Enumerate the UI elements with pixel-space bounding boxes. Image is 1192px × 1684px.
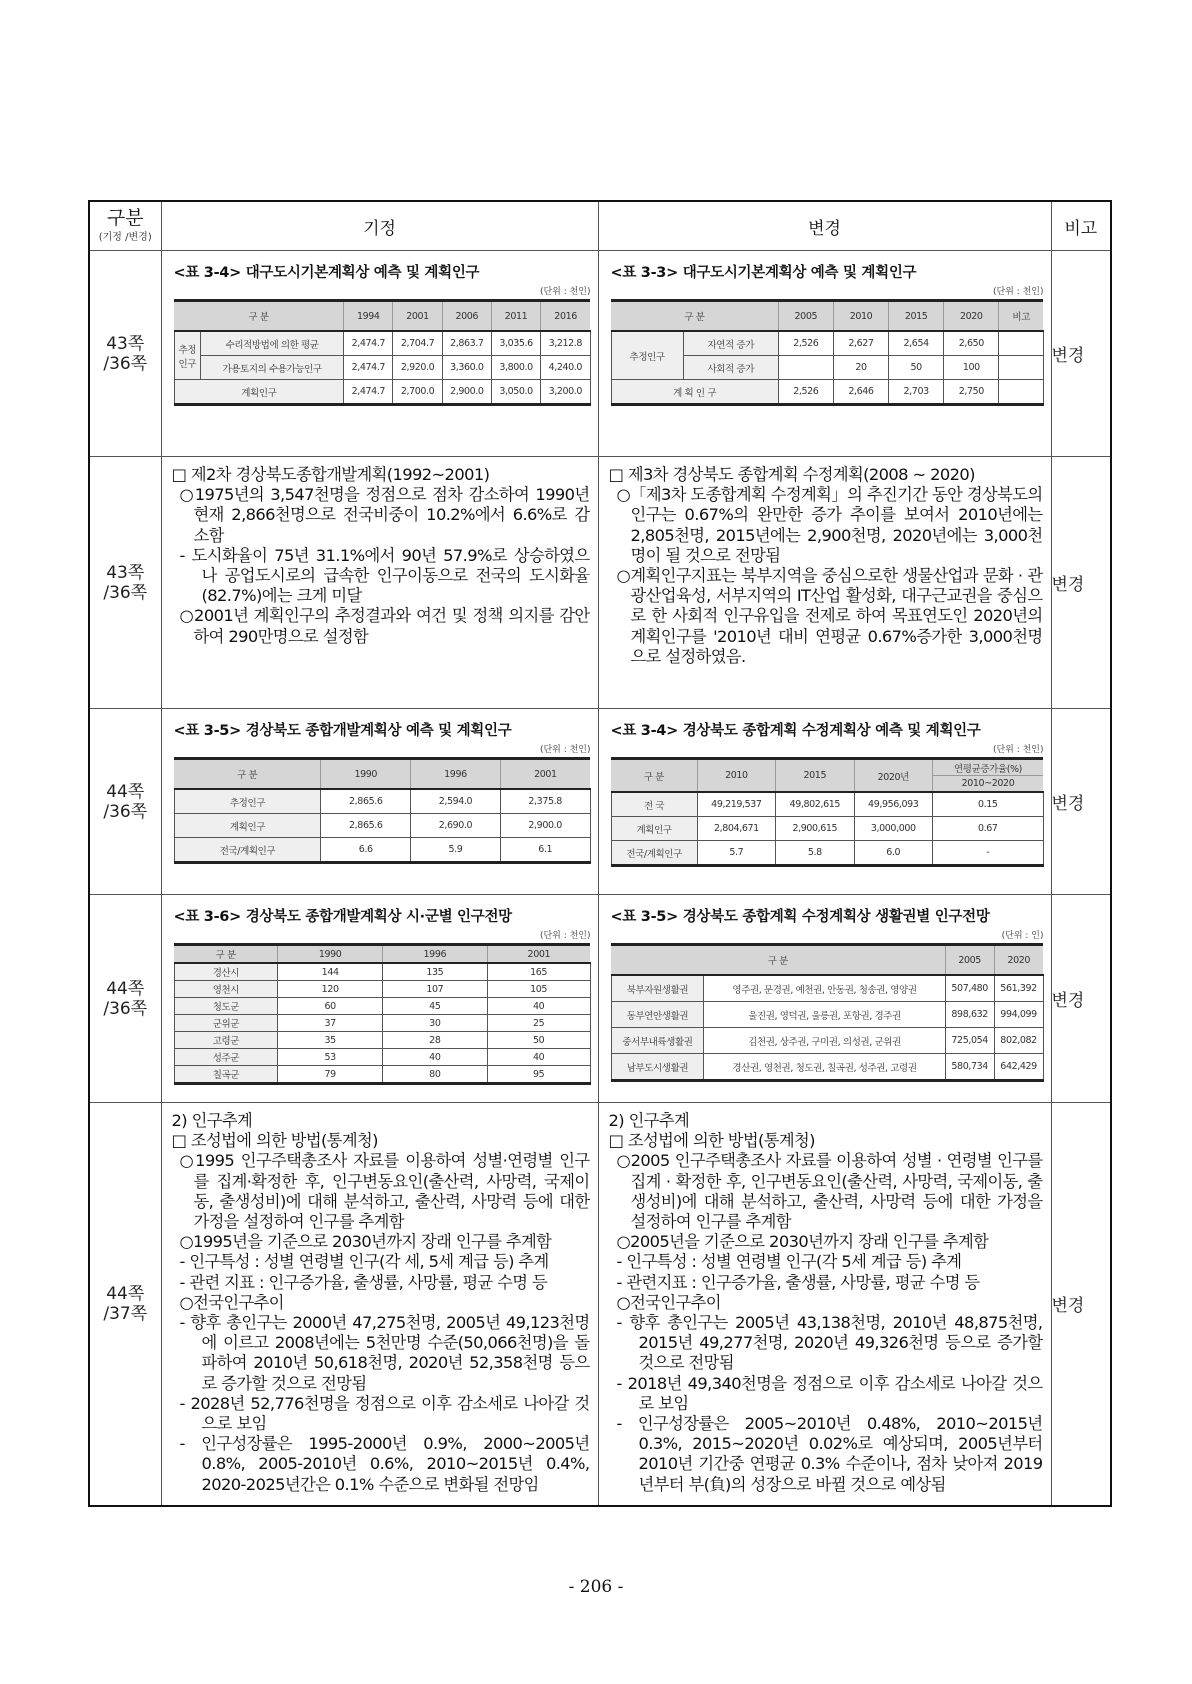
table-cell: 40 — [487, 998, 590, 1015]
table-cell: 2,865.6 — [321, 814, 411, 838]
page-ref: 43쪽 — [106, 333, 145, 354]
table-cell: 2,920.0 — [393, 356, 442, 380]
table-header-cell: 1990 — [278, 945, 383, 964]
paragraph: □ 제2차 경상북도종합개발계획(1992~2001) — [171, 465, 490, 484]
table-cell: 40 — [382, 1049, 487, 1066]
table-cell: 2,526 — [778, 380, 833, 405]
table-cell: 79 — [278, 1066, 383, 1084]
table-cell: 2,900.0 — [500, 814, 590, 838]
page-ref-cell — [89, 1103, 161, 1506]
page-ref-cell — [89, 251, 161, 457]
table-cell: 0.67 — [932, 817, 1043, 841]
table-cell: 계획인구 — [174, 814, 321, 838]
kijeong-cell — [161, 1103, 598, 1506]
kijeong-cell — [161, 457, 598, 709]
table-cell: 95 — [487, 1066, 590, 1084]
table-cell: 25 — [487, 1015, 590, 1032]
table-cell: 49,956,093 — [854, 792, 932, 817]
table-cell: 3,050.0 — [491, 380, 540, 405]
table-cell — [999, 331, 1043, 356]
table-header-row — [611, 301, 1043, 332]
table-header-cell: 구 분 — [174, 945, 278, 964]
page-ref-cell — [89, 895, 161, 1103]
table-cell: 전 국 — [611, 792, 697, 817]
table-title: <표 3-4> 경상북도 종합계획 수정계획상 예측 및 계획인구 — [610, 723, 981, 739]
table-cell: 105 — [487, 981, 590, 998]
table-cell: 전국/계획인구 — [611, 841, 697, 866]
table-cell: 2,646 — [833, 380, 888, 405]
table-header-cell: 구 분 — [174, 301, 344, 332]
table-row — [174, 963, 590, 981]
page-ref: /36쪽 — [103, 801, 148, 822]
table-row — [174, 1032, 590, 1049]
table-header-row — [174, 945, 590, 964]
table-header-cell: 2010 — [697, 759, 775, 793]
table-unit: (단위 : 인) — [1001, 931, 1044, 941]
data-table — [611, 943, 1044, 1082]
note-cell: 변경 — [1051, 251, 1111, 457]
content-row — [89, 895, 1111, 1103]
byeongyeong-cell — [598, 457, 1051, 709]
table-header-cell: 2006 — [442, 301, 491, 332]
kijeong-cell — [161, 709, 598, 895]
note-cell: 변경 — [1051, 1103, 1111, 1506]
paragraph: - 관련 지표 : 인구증가율, 출생률, 사망률, 평균 수명 등 — [179, 1272, 548, 1292]
paragraph: ○2001년 계획인구의 추정결과와 여건 및 정책 의지를 감안하여 290만명으로 설정함 — [179, 606, 590, 646]
table-cell: 561,392 — [994, 975, 1043, 1002]
data-table-block — [162, 895, 598, 1091]
table-cell: 100 — [944, 356, 999, 380]
note-cell: 변경 — [1051, 895, 1111, 1103]
data-table-block — [162, 251, 598, 412]
table-cell: 35 — [278, 1032, 383, 1049]
table-row — [611, 1054, 1043, 1081]
page-ref: 44쪽 — [106, 978, 145, 999]
content-row — [89, 251, 1111, 457]
table-unit: (단위 : 천인) — [992, 287, 1044, 297]
table-cell: 2,627 — [833, 331, 888, 356]
paragraph: 2) 인구추계 — [608, 1111, 690, 1130]
data-table — [174, 943, 591, 1085]
table-header-cell: 구 분 — [611, 945, 945, 976]
table-cell — [999, 380, 1043, 405]
table-cell: 3,360.0 — [442, 356, 491, 380]
data-table — [611, 299, 1044, 406]
table-cell: 6.1 — [500, 838, 590, 863]
table-cell: - — [932, 841, 1043, 866]
table-cell: 50 — [487, 1032, 590, 1049]
table-cell — [999, 356, 1043, 380]
table-cell: 53 — [278, 1049, 383, 1066]
table-header-cell: 2011 — [491, 301, 540, 332]
table-cell: 994,099 — [994, 1002, 1043, 1028]
content-row — [89, 1103, 1111, 1506]
data-table — [611, 757, 1044, 867]
table-cell: 3,800.0 — [491, 356, 540, 380]
table-cell: 자연적 증가 — [683, 331, 778, 356]
header-gubun — [89, 201, 161, 251]
table-cell: 계획인구 — [174, 380, 344, 405]
paragraph: ○전국인구추이 — [179, 1292, 284, 1312]
table-cell: 3,035.6 — [491, 331, 540, 356]
table-cell: 898,632 — [945, 1002, 994, 1028]
text-block — [162, 1103, 598, 1499]
table-cell: 울진권, 영덕권, 울릉권, 포항권, 경주권 — [704, 1002, 945, 1028]
table-unit: (단위 : 천인) — [539, 745, 591, 755]
paragraph: - 도시화율이 75년 31.1%에서 90년 57.9%로 상승하였으나 공업도시로의 급속한 인구이동으로 전국의 도시화율(82.7%)에는 크게 미달 — [179, 545, 590, 606]
table-cell: 추정인구 — [611, 331, 683, 380]
table-cell: 2,804,671 — [697, 817, 775, 841]
byeongyeong-cell — [598, 709, 1051, 895]
table-cell: 60 — [278, 998, 383, 1015]
table-cell: 3,200.0 — [541, 380, 590, 405]
table-cell: 2,654 — [889, 331, 944, 356]
table-row — [174, 331, 590, 356]
table-cell: 김천권, 상주권, 구미권, 의성권, 군위권 — [704, 1028, 945, 1054]
table-header-cell: 1996 — [382, 945, 487, 964]
page-ref: /36쪽 — [103, 353, 148, 374]
table-header-cell: 2005 — [778, 301, 833, 332]
table-cell: 5.9 — [411, 838, 501, 863]
table-row — [611, 1028, 1043, 1054]
table-cell: 4,240.0 — [541, 356, 590, 380]
paragraph: □ 제3차 경상북도 종합계획 수정계획(2008 ~ 2020) — [608, 465, 975, 484]
table-cell: 135 — [382, 963, 487, 981]
gubun-sub-label: (기정 /변경) — [98, 232, 152, 243]
table-title: <표 3-5> 경상북도 종합개발계획상 예측 및 계획인구 — [173, 723, 512, 739]
content-row — [89, 457, 1111, 709]
paragraph: ○1995 인구주택총조사 자료를 이용하여 성별·연령별 인구를 집계·확정한 후, 인구변동요인(출산력, 사망력, 국제이동, 출생성비)에 대해 분석하고, 출산력, 사망력 등에 대한 가정을 설정하여 인구를 추계함 — [179, 1151, 590, 1232]
table-cell: 2,474.7 — [344, 331, 393, 356]
table-title: <표 3-4> 대구도시기본계획상 예측 및 계획인구 — [173, 265, 480, 281]
page-ref: /36쪽 — [103, 582, 148, 603]
comparison-table — [88, 200, 1112, 1507]
table-cell: 사회적 증가 — [683, 356, 778, 380]
table-header-cell: 1990 — [321, 759, 411, 790]
table-cell: 추정 인구 — [174, 331, 201, 380]
table-header-cell: 1994 — [344, 301, 393, 332]
data-table — [174, 757, 591, 864]
table-cell: 80 — [382, 1066, 487, 1084]
kijeong-cell — [161, 895, 598, 1103]
table-cell — [778, 356, 833, 380]
paragraph: - 2018년 49,340천명을 정점으로 이후 감소세로 나아갈 것으로 보임 — [616, 1373, 1043, 1413]
table-cell: 수리적방법에 의한 평균 — [201, 331, 344, 356]
table-row — [611, 331, 1043, 356]
table-row — [611, 1002, 1043, 1028]
table-cell: 성주군 — [174, 1049, 278, 1066]
table-header-cell: 2010~2020 — [932, 776, 1043, 793]
table-cell: 북부자원생활권 — [611, 975, 704, 1002]
table-cell: 40 — [487, 1049, 590, 1066]
table-cell: 계 획 인 구 — [611, 380, 778, 405]
table-cell: 중서부내륙생활권 — [611, 1028, 704, 1054]
header-byeongyeong: 변경 — [598, 201, 1051, 251]
table-cell: 2,704.7 — [393, 331, 442, 356]
page-ref: 44쪽 — [106, 781, 145, 802]
paragraph: ○계획인구지표는 북부지역을 중심으로한 생물산업과 문화 · 관광산업육성, 서부지역의 IT산업 활성화, 대구근교권을 중심으로 한 사회적 인구유입을 전제로 하여 목표연도인 2020년의 계획인구를 '2010년 대비 연평균 0.67%증가한 3,000천명으로 설정하였음. — [616, 566, 1043, 666]
table-header-cell: 2001 — [487, 945, 590, 964]
note-cell: 변경 — [1051, 709, 1111, 895]
paragraph: - 인구성장률은 1995-2000년 0.9%, 2000~2005년 0.8%, 2005-2010년 0.6%, 2010~2015년 0.4%, 2020-2025년간은 0.1% 수준으로 변화될 전망임 — [179, 1434, 590, 1494]
page-number: - 206 - — [568, 1577, 624, 1597]
table-row — [611, 792, 1043, 817]
table-unit: (단위 : 천인) — [539, 931, 591, 941]
table-cell: 120 — [278, 981, 383, 998]
table-cell: 37 — [278, 1015, 383, 1032]
table-cell: 165 — [487, 963, 590, 981]
table-header-row — [174, 759, 590, 790]
paragraph: - 인구성장률은 2005~2010년 0.48%, 2010~2015년 0.3%, 2015~2020년 0.02%로 예상되며, 2005년부터 2010년 기간중 연평균 0.3% 수준이나, 점차 낮아져 2019년부터 부(負)의 성장으로 바뀔 것으로 예상됨 — [616, 1414, 1043, 1494]
paragraph: ○전국인구추이 — [616, 1292, 721, 1312]
table-row — [174, 838, 590, 863]
table-cell: 경산시 — [174, 963, 278, 981]
table-header-cell: 2001 — [393, 301, 442, 332]
page-ref: /36쪽 — [103, 998, 148, 1019]
table-row — [174, 356, 590, 380]
table-header-row — [174, 301, 590, 332]
text-block — [599, 1103, 1051, 1499]
byeongyeong-cell — [598, 895, 1051, 1103]
table-cell: 5.7 — [697, 841, 775, 866]
table-cell: 2,650 — [944, 331, 999, 356]
table-row — [611, 380, 1043, 405]
paragraph: 2) 인구추계 — [171, 1111, 253, 1130]
table-cell: 동부연안생활권 — [611, 1002, 704, 1028]
page-ref-cell — [89, 709, 161, 895]
table-header-cell: 2016 — [541, 301, 590, 332]
table-header-cell: 구 분 — [611, 759, 697, 793]
table-cell: 2,474.7 — [344, 380, 393, 405]
table-cell: 2,375.8 — [500, 789, 590, 814]
table-cell: 580,734 — [945, 1054, 994, 1081]
table-cell: 계획인구 — [611, 817, 697, 841]
table-cell: 107 — [382, 981, 487, 998]
header-row — [89, 201, 1111, 251]
table-header-cell: 2001 — [500, 759, 590, 790]
table-unit: (단위 : 천인) — [992, 745, 1044, 755]
table-cell: 725,054 — [945, 1028, 994, 1054]
table-header-cell: 구 분 — [611, 301, 778, 332]
table-cell: 남부도시생활권 — [611, 1054, 704, 1081]
note-cell: 변경 — [1051, 457, 1111, 709]
table-row — [611, 817, 1043, 841]
table-header-cell: 2010 — [833, 301, 888, 332]
table-cell: 642,429 — [994, 1054, 1043, 1081]
paragraph: - 향후 총인구는 2000년 47,275천명, 2005년 49,123천명에 이르고 2008년에는 5천만명 수준(50,066천명)을 돌파하여 2010년 50,618천명, 2020년 52,358천명 등으로 증가할 것으로 전망됨 — [179, 1313, 590, 1393]
page-ref: /37쪽 — [103, 1303, 148, 1324]
table-row — [174, 998, 590, 1015]
table-cell: 20 — [833, 356, 888, 380]
text-block — [162, 457, 598, 651]
table-title: <표 3-3> 대구도시기본계획상 예측 및 계획인구 — [610, 265, 917, 281]
paragraph: - 향후 총인구는 2005년 43,138천명, 2010년 48,875천명, 2015년 49,277천명, 2020년 49,326천명 등으로 증가할 것으로 전망됨 — [616, 1313, 1043, 1373]
table-header-row — [611, 945, 1043, 976]
table-header-cell: 2020년 — [854, 759, 932, 793]
table-row — [174, 1049, 590, 1066]
gubun-label: 구분 — [106, 207, 144, 229]
paragraph: ○1975년의 3,547천명을 정점으로 점차 감소하여 1990년 현재 2,866천명으로 전국비중이 10.2%에서 6.6%로 감소함 — [179, 485, 590, 545]
paragraph: ○「제3차 도종합계획 수정계획」의 추진기간 동안 경상북도의 인구는 0.67%의 완만한 증가 추이를 보여서 2010년에는 2,805천명, 2015년에는 2,900천명, 2020년에는 3,000천명이 될 것으로 전망됨 — [616, 485, 1043, 565]
data-table-block — [599, 709, 1051, 873]
table-cell: 2,750 — [944, 380, 999, 405]
header-kijeong: 기정 — [161, 201, 598, 251]
table-cell: 2,700.0 — [393, 380, 442, 405]
table-cell: 고령군 — [174, 1032, 278, 1049]
table-cell: 49,802,615 — [776, 792, 854, 817]
table-cell: 영주권, 문경권, 예천권, 안동권, 청송권, 영양권 — [704, 975, 945, 1002]
paragraph: □ 조성법에 의한 방법(통계청) — [608, 1131, 815, 1151]
table-row — [611, 975, 1043, 1002]
page-ref: 44쪽 — [106, 1283, 145, 1304]
table-cell: 칠곡군 — [174, 1066, 278, 1084]
table-cell: 507,480 — [945, 975, 994, 1002]
table-cell: 45 — [382, 998, 487, 1015]
data-table-block — [599, 251, 1051, 412]
table-unit: (단위 : 천인) — [539, 287, 591, 297]
table-title: <표 3-5> 경상북도 종합계획 수정계획상 생활권별 인구전망 — [610, 909, 990, 925]
paragraph: - 인구특성 : 성별 연령별 인구(각 세, 5세 계급 등) 추계 — [179, 1252, 549, 1272]
table-cell: 2,594.0 — [411, 789, 501, 814]
page-ref-cell — [89, 457, 161, 709]
table-cell: 2,900,615 — [776, 817, 854, 841]
table-row — [174, 814, 590, 838]
table-header-cell: 2020 — [944, 301, 999, 332]
table-cell: 2,690.0 — [411, 814, 501, 838]
table-row — [174, 1066, 590, 1084]
table-cell: 30 — [382, 1015, 487, 1032]
table-row — [174, 380, 590, 405]
table-header-cell: 1996 — [411, 759, 501, 790]
table-cell: 49,219,537 — [697, 792, 775, 817]
table-header-row — [611, 759, 1043, 776]
table-header-cell: 연평균증가율(%) — [932, 759, 1043, 776]
table-cell: 3,212.8 — [541, 331, 590, 356]
table-row — [611, 841, 1043, 866]
table-cell: 추정인구 — [174, 789, 321, 814]
table-cell: 0.15 — [932, 792, 1043, 817]
table-cell: 6.6 — [321, 838, 411, 863]
byeongyeong-cell — [598, 1103, 1051, 1506]
table-cell: 청도군 — [174, 998, 278, 1015]
table-row — [174, 981, 590, 998]
paragraph: ○2005년을 기준으로 2030년까지 장래 인구를 추계함 — [616, 1232, 989, 1252]
table-cell: 6.0 — [854, 841, 932, 866]
table-cell: 2,865.6 — [321, 789, 411, 814]
table-row — [174, 1015, 590, 1032]
table-header-cell: 구 분 — [174, 759, 321, 790]
table-header-cell: 2015 — [889, 301, 944, 332]
paragraph: ○2005 인구주택총조사 자료를 이용하여 성별 · 연령별 인구를 집계 · 확정한 후, 인구변동요인(출산력, 사망력, 국제이동, 출생성비)에 대해 분석하고, 출산력, 사망력 등에 대한 가정을 설정하여 인구를 추계함 — [616, 1151, 1043, 1232]
table-cell: 5.8 — [776, 841, 854, 866]
kijeong-cell — [161, 251, 598, 457]
table-row — [174, 789, 590, 814]
paragraph: - 2028년 52,776천명을 정점으로 이후 감소세로 나아갈 것으로 보임 — [179, 1393, 590, 1434]
table-cell: 영천시 — [174, 981, 278, 998]
byeongyeong-cell — [598, 251, 1051, 457]
table-title: <표 3-6> 경상북도 종합개발계획상 시·군별 인구전망 — [173, 909, 512, 925]
header-bigo: 비고 — [1051, 201, 1111, 251]
table-cell: 전국/계획인구 — [174, 838, 321, 863]
paragraph: - 인구특성 : 성별 연령별 인구(각 5세 계급 등) 추계 — [616, 1252, 962, 1272]
table-cell: 가용토지의 수용가능인구 — [201, 356, 344, 380]
table-cell: 802,082 — [994, 1028, 1043, 1054]
table-header-cell: 2015 — [776, 759, 854, 793]
content-row — [89, 709, 1111, 895]
paragraph: □ 조성법에 의한 방법(통계청) — [171, 1131, 378, 1151]
table-header-cell: 비고 — [999, 301, 1043, 332]
paragraph: - 관련지표 : 인구증가율, 출생률, 사망률, 평균 수명 등 — [616, 1272, 980, 1292]
table-cell: 144 — [278, 963, 383, 981]
data-table — [174, 299, 591, 406]
table-cell: 경산권, 영천권, 청도권, 칠곡권, 성주권, 고령권 — [704, 1054, 945, 1081]
table-cell: 군위군 — [174, 1015, 278, 1032]
table-cell: 28 — [382, 1032, 487, 1049]
text-block — [599, 457, 1051, 671]
table-cell: 2,900.0 — [442, 380, 491, 405]
table-header-cell: 2005 — [945, 945, 994, 976]
data-table-block — [599, 895, 1051, 1088]
table-cell: 2,526 — [778, 331, 833, 356]
table-cell: 50 — [889, 356, 944, 380]
table-header-cell: 2020 — [994, 945, 1043, 976]
data-table-block — [162, 709, 598, 870]
page-ref: 43쪽 — [106, 562, 145, 583]
table-cell: 2,863.7 — [442, 331, 491, 356]
table-cell: 2,703 — [889, 380, 944, 405]
table-cell: 2,474.7 — [344, 356, 393, 380]
table-cell: 3,000,000 — [854, 817, 932, 841]
paragraph: ○1995년을 기준으로 2030년까지 장래 인구를 추계함 — [179, 1232, 552, 1252]
